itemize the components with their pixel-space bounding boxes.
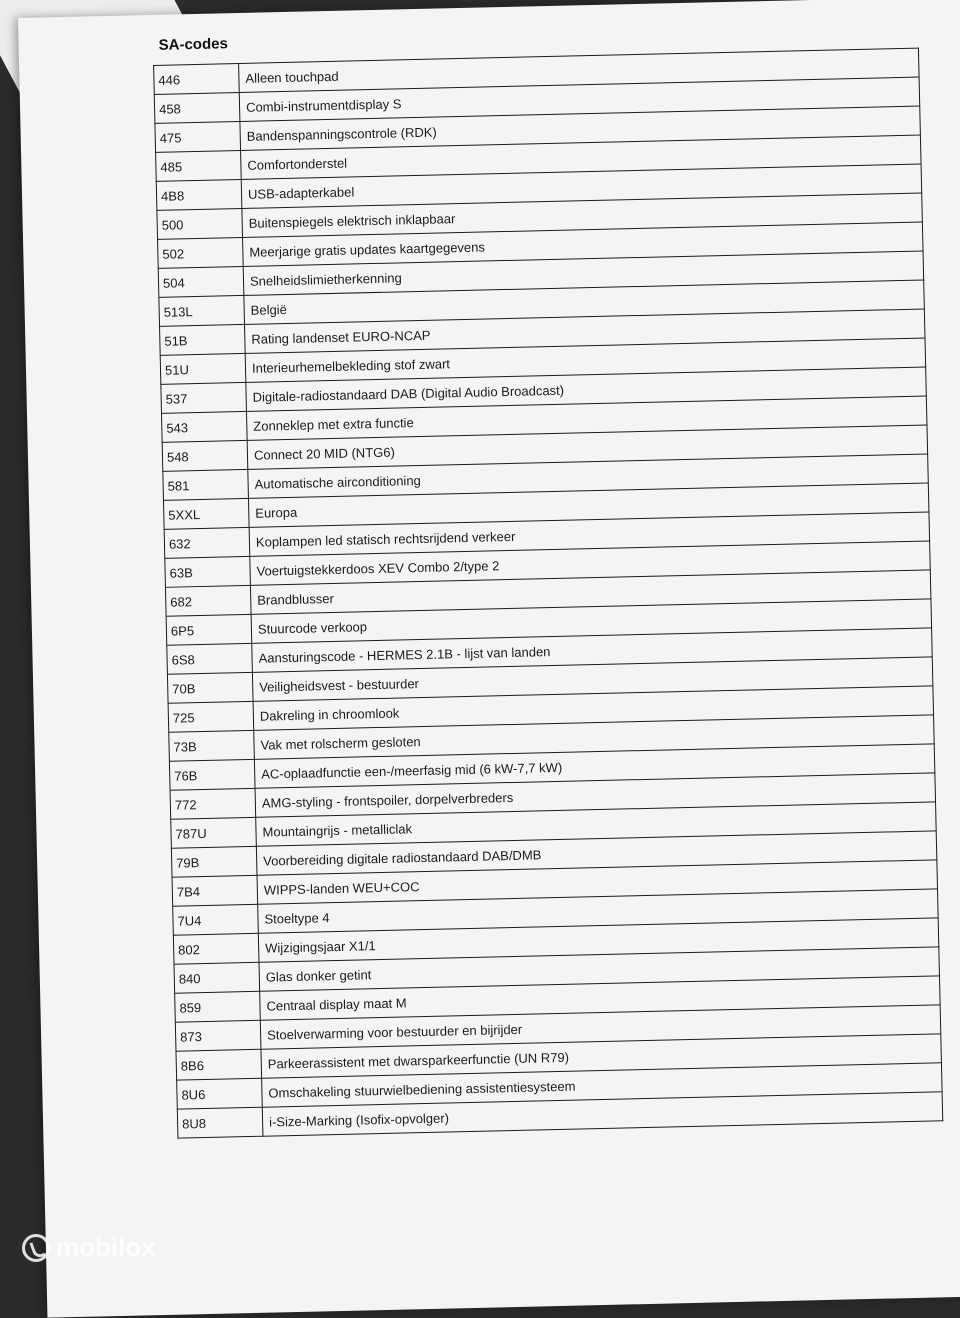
code-cell: 543 (162, 411, 248, 442)
watermark-text: mobilox (56, 1232, 156, 1262)
code-cell: 772 (170, 788, 256, 819)
code-cell: 632 (164, 527, 250, 558)
code-cell: 840 (174, 962, 260, 993)
description-cell: Stoeltype 4 (258, 889, 938, 933)
mobilox-logo-icon (22, 1234, 50, 1262)
code-cell: 8B6 (176, 1049, 262, 1080)
code-cell: 8U8 (177, 1107, 263, 1138)
watermark (22, 1232, 156, 1263)
code-cell: 581 (163, 469, 249, 500)
code-cell: 682 (165, 585, 251, 616)
description-cell: AMG-styling - frontspoiler, dorpelverbreders (255, 773, 935, 817)
description-cell: Voorbereiding digitale radiostandaard DAB/DMB (256, 831, 936, 875)
description-cell: WIPPS-landen WEU+COC (257, 860, 937, 904)
description-cell: Connect 20 MID (NTG6) (247, 425, 927, 469)
code-cell: 500 (157, 208, 243, 239)
sa-codes-table (153, 48, 943, 1139)
description-cell: Meerjarige gratis updates kaartgegevens (243, 222, 923, 266)
code-cell: 51B (160, 324, 246, 355)
description-cell: USB-adapterkabel (241, 164, 921, 208)
code-cell: 475 (155, 121, 241, 152)
description-cell: Dakreling in chroomlook (253, 686, 933, 730)
description-cell: Zonneklep met extra functie (246, 396, 926, 440)
code-cell: 458 (154, 92, 240, 123)
description-cell: Aansturingscode - HERMES 2.1B - lijst van landen (252, 628, 932, 672)
code-cell: 485 (156, 150, 242, 181)
description-cell: Centraal display maat M (260, 976, 940, 1020)
description-cell: Combi-instrumentdisplay S (239, 77, 919, 121)
description-cell: Omschakeling stuurwielbediening assistentiesysteem (262, 1063, 942, 1107)
code-cell: 873 (175, 1020, 261, 1051)
description-cell: AC-oplaadfunctie een-/meerfasig mid (6 kW-7,7 kW) (254, 744, 934, 788)
description-cell: Europa (248, 483, 928, 527)
description-cell: Koplampen led statisch rechtsrijdend verkeer (249, 512, 929, 556)
description-cell: Rating landenset EURO-NCAP (245, 309, 925, 353)
code-cell: 7U4 (173, 904, 259, 935)
description-cell: Brandblusser (250, 570, 930, 614)
code-cell: 79B (171, 846, 257, 877)
code-cell: 63B (165, 556, 251, 587)
description-cell: Interieurhemelbekleding stof zwart (245, 338, 925, 382)
description-cell: Voertuigstekkerdoos XEV Combo 2/type 2 (250, 541, 930, 585)
description-cell: Vak met rolscherm gesloten (254, 715, 934, 759)
description-cell: België (244, 280, 924, 324)
code-cell: 5XXL (163, 498, 249, 529)
code-cell: 537 (161, 382, 247, 413)
code-cell: 787U (171, 817, 257, 848)
description-cell: Veiligheidsvest - bestuurder (252, 657, 932, 701)
page-title: SA-codes (158, 35, 229, 54)
code-cell: 6S8 (167, 643, 253, 674)
code-cell: 802 (173, 933, 259, 964)
description-cell: Automatische airconditioning (248, 454, 928, 498)
description-cell: i-Size-Marking (Isofix-opvolger) (262, 1092, 942, 1136)
description-cell: Stuurcode verkoop (251, 599, 931, 643)
code-cell: 7B4 (172, 875, 258, 906)
code-cell: 548 (162, 440, 248, 471)
code-cell: 502 (158, 237, 244, 268)
code-cell: 76B (169, 759, 255, 790)
description-cell: Wijzigingsjaar X1/1 (258, 918, 938, 962)
code-cell: 4B8 (156, 179, 242, 210)
description-cell: Comfortonderstel (241, 135, 921, 179)
code-cell: 6P5 (166, 614, 252, 645)
description-cell: Buitenspiegels elektrisch inklapbaar (242, 193, 922, 237)
document-page (18, 0, 960, 1318)
description-cell: Snelheidslimietherkenning (243, 251, 923, 295)
code-cell: 51U (160, 353, 246, 384)
description-cell: Bandenspanningscontrole (RDK) (240, 106, 920, 150)
code-cell: 70B (167, 672, 253, 703)
code-cell: 446 (154, 64, 240, 95)
description-cell: Glas donker getint (259, 947, 939, 991)
code-cell: 859 (175, 991, 261, 1022)
code-cell: 504 (158, 266, 244, 297)
description-cell: Stoelverwarming voor bestuurder en bijrijder (260, 1005, 940, 1049)
description-cell: Alleen touchpad (239, 48, 919, 92)
code-cell: 725 (168, 701, 254, 732)
code-cell: 73B (169, 730, 255, 761)
description-cell: Digitale-radiostandaard DAB (Digital Audio Broadcast) (246, 367, 926, 411)
code-cell: 8U6 (177, 1078, 263, 1109)
description-cell: Mountaingrijs - metalliclak (256, 802, 936, 846)
code-cell: 513L (159, 295, 245, 326)
description-cell: Parkeerassistent met dwarsparkeerfunctie (UN R79) (261, 1034, 941, 1078)
